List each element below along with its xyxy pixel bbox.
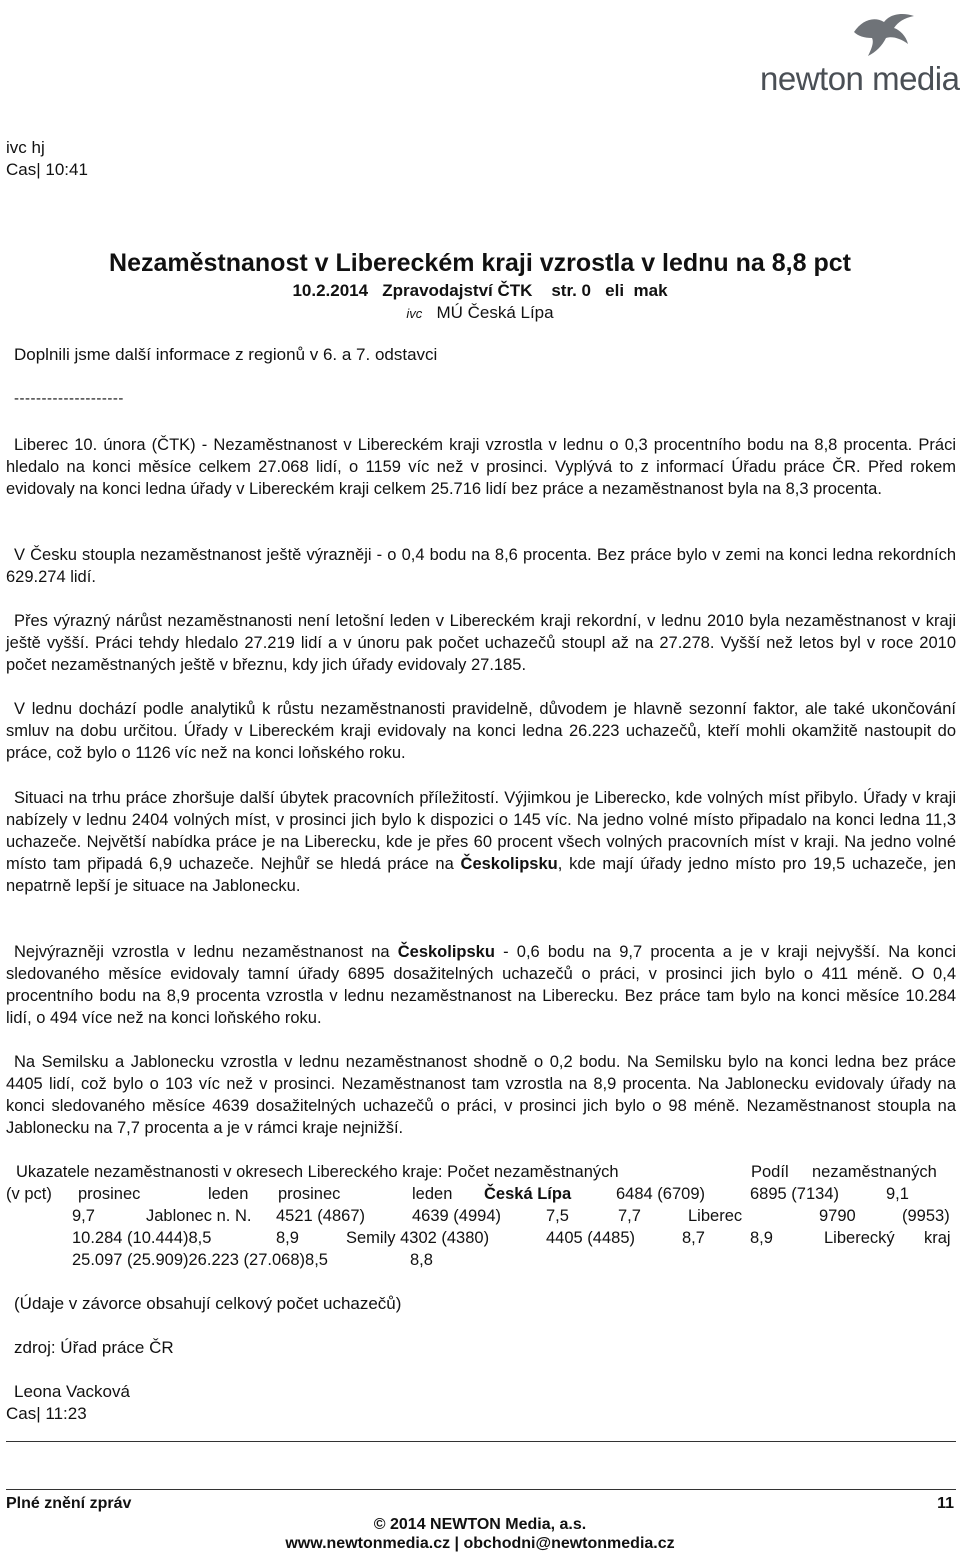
footer-label: Plné znění zpráv [6, 1495, 132, 1512]
paragraph-6-text-c: - 0,6 bodu na 9,7 procenta a je v kraji nejvyšší. Na konci sledovaného měsíce evidovaly tamní úřady 6895 dosažitelných uchazečů o práci, v prosinci jich bylo o 411 méně. O 0,4 procentního bodu na 8,9 procenta vzrostla v lednu nezaměstnanost na Liberecku. Bez práce tam bylo na konci měsíce 10.284 lidí, o 494 více než na konci loňského roku. [6, 943, 956, 1027]
table-cell: kraj [924, 1229, 951, 1247]
table-cell: leden [412, 1185, 453, 1203]
paragraph-1: Liberec 10. února (ČTK) - Nezaměstnanost v Libereckém kraji vzrostla v lednu o 0,3 procentního bodu na 8,8 procenta. Práci hledalo na konci měsíce celkem 27.068 lidí, o 1159 víc než v prosinci. Vyplývá to z informací Úřadu práce ČR. Před rokem evidovaly na konci ledna úřady v Libereckém kraji celkem 25.716 lidí bez práce a nezaměstnanost byla na 8,3 procenta. [6, 436, 956, 498]
logo-text: newton media [760, 60, 960, 97]
table-cell: 7,7 [618, 1207, 641, 1225]
paragraph-7: Na Semilsku a Jablonecku vzrostla v lednu nezaměstnanost shodně o 0,2 bodu. Na Semilsku bylo na konci ledna bez práce 4405 lidí, což bylo o 103 víc než v prosinci. Nezaměstnanost tam vzrostla na 8,9 procenta. Na Jablonecku evidovaly úřady na konci sledovaného měsíce 4639 dosažitelných uchazečů o práci, v prosinci jich bylo o 98 méně. Nezaměstnanost stoupla na Jablonecku na 7,7 procenta a je v rámci kraje nejnižší. [6, 1053, 956, 1137]
table-cell: 9,7 [72, 1207, 95, 1225]
table-row [6, 1183, 958, 1205]
table-cell: Semily 4302 (4380) [346, 1229, 490, 1247]
source-name: MÚ Česká Lípa [436, 303, 554, 322]
paragraph-5-text-c: , kde mají úřady jedno místo pro 19,5 uchazeče, jen nepatrně lepší je situace na Jablonecku. [6, 855, 956, 895]
table-cell: Ukazatele nezaměstnanosti v okresech Libereckého kraje: Počet nezaměstnaných [16, 1163, 619, 1181]
table-cell: 9,1 [886, 1185, 909, 1203]
paragraph-5 [6, 787, 956, 897]
table-cell: (v pct) [6, 1185, 52, 1203]
end-time: Cas| 11:23 [6, 1404, 87, 1423]
table-cell: 6484 (6709) [616, 1185, 705, 1203]
table-cell: leden [208, 1185, 249, 1203]
table-cell: Jablonec n. N. [146, 1207, 252, 1225]
table-row [6, 1249, 958, 1271]
table-row [6, 1205, 958, 1227]
article-source [0, 303, 960, 323]
table-cell: Česká Lípa [484, 1185, 572, 1203]
divider [6, 1441, 956, 1442]
table-cell: 10.284 (10.444)8,5 [72, 1229, 212, 1247]
newton-media-logo [760, 12, 960, 98]
table-cell: Podíl [751, 1163, 789, 1181]
table-cell: 4405 (4485) [546, 1229, 635, 1247]
paragraph-2: V Česku stoupla nezaměstnanost ještě výrazněji - o 0,4 bodu na 8,6 procenta. Bez práce bylo v zemi na konci ledna rekordních 629.274 lidí. [6, 546, 956, 586]
paragraph-6-bold: Českolipsku [397, 943, 495, 961]
source-prefix: ivc [406, 306, 423, 321]
separator-dashes: -------------------- [14, 390, 124, 407]
article-meta: 10.2.2014 Zpravodajství ČTK str. 0 eli mak [292, 281, 668, 300]
footer-divider [6, 1489, 956, 1490]
table-note: (Údaje v závorce obsahují celkový počet uchazečů) [14, 1294, 402, 1313]
paragraph-6 [6, 941, 956, 1029]
page-number: 11 [937, 1495, 954, 1512]
update-note: Doplnili jsme další informace z regionů v 6. a 7. odstavci [14, 345, 438, 364]
bird-icon [848, 12, 920, 58]
table-cell: nezaměstnaných [812, 1163, 937, 1181]
header-line-1: ivc hj [6, 138, 45, 157]
table-cell: 8,9 [750, 1229, 773, 1247]
paragraph-3: Přes výrazný nárůst nezaměstnanosti není letošní leden v Libereckém kraji rekordní, v lednu 2010 byla nezaměstnanost v kraji ještě vyšší. Práci tehdy hledalo 27.219 lidí a v únoru pak počet uchazečů stoupl až na 27.278. Vyšší než letos byl v roce 2010 počet nezaměstnaných ještě v březnu, kdy jich úřady evidovaly 27.185. [6, 612, 956, 674]
footer-contact[interactable]: www.newtonmedia.cz | obchodni@newtonmedia.cz [285, 1535, 675, 1552]
footer-copyright: © 2014 NEWTON Media, a.s. [373, 1516, 587, 1533]
table-cell: 8,7 [682, 1229, 705, 1247]
source-line: zdroj: Úřad práce ČR [14, 1338, 174, 1357]
table-cell: 7,5 [546, 1207, 569, 1225]
paragraph-4: V lednu dochází podle analytiků k růstu nezaměstnanosti pravidelně, důvodem je hlavně sezonní faktor, ale také ukončování smluv na dobu určitou. Úřady v Libereckém kraji evidovaly na konci ledna 26.223 uchazečů, kteří mohli okamžitě nastoupit do práce, což bylo o 1126 víc než na konci loňského roku. [6, 700, 956, 762]
table-cell: (9953) [902, 1207, 950, 1225]
header-line-2: Cas| 10:41 [6, 160, 88, 179]
table-cell: 8,9 [276, 1229, 299, 1247]
table-cell: 4639 (4994) [412, 1207, 501, 1225]
table-cell: 9790 [819, 1207, 856, 1225]
table-cell: 4521 (4867) [276, 1207, 365, 1225]
paragraph-6-text-a: Nejvýrazněji vzrostla v lednu nezaměstnanost na [14, 943, 398, 961]
table-cell: prosinec [78, 1185, 141, 1203]
table-cell: prosinec [278, 1185, 341, 1203]
table-cell: 6895 (7134) [750, 1185, 839, 1203]
table-cell: 8,8 [410, 1251, 433, 1269]
table-cell: 25.097 (25.909)26.223 (27.068)8,5 [72, 1251, 328, 1269]
author-name: Leona Vacková [14, 1382, 130, 1401]
table-cell: Liberecký [824, 1229, 895, 1247]
table-row [6, 1161, 958, 1183]
paragraph-5-text-a: Situaci na trhu práce zhoršuje další úbytek pracovních příležitostí. Výjimkou je Liberecko, kde volných míst přibylo. Úřady v kraji nabízely v lednu 2404 volných míst, v prosinci jich bylo k dispozici o 145 víc. Na jedno volné místo připadalo na konci ledna 11,3 uchazeče. Největší nabídka práce je na Liberecku, kde je přes 60 procent všech volných pracovních míst v kraji. Na jedno volné místo tam připadá 6,9 uchazeče. Nejhůř se hledá práce na [6, 789, 956, 873]
table-row [6, 1227, 958, 1249]
table-cell: Liberec [688, 1207, 743, 1225]
paragraph-5-bold: Českolipsku [460, 855, 558, 873]
article-title: Nezaměstnanost v Libereckém kraji vzrostla v lednu na 8,8 pct [109, 249, 851, 277]
